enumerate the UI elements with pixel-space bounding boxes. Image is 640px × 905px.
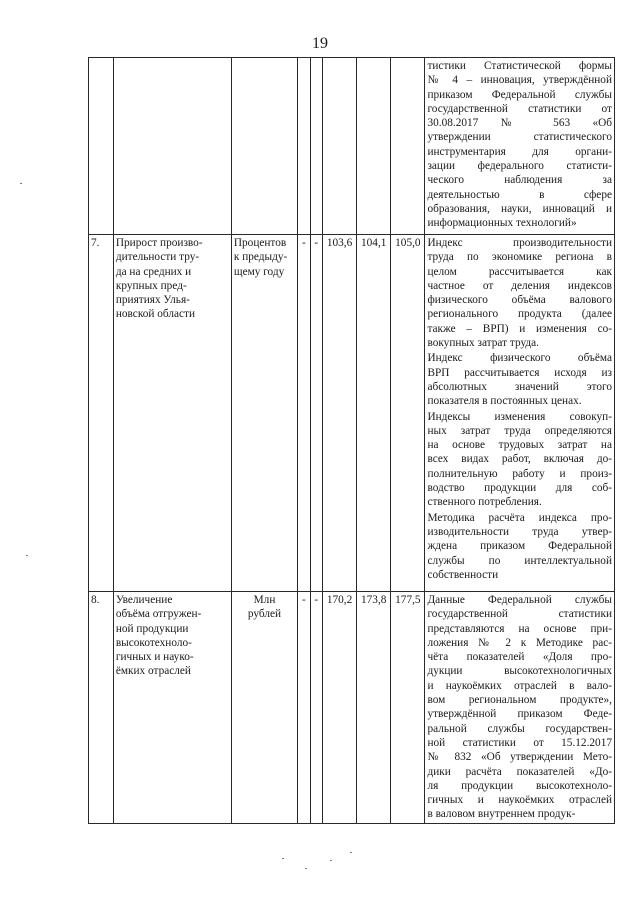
text-line: полнительную работу и произ- [427,467,612,480]
text-line: службы по интеллектуальной [427,554,612,567]
text-line: ля продукции высокотехноло- [427,779,612,792]
text-line: дики расчёта показателей «До- [427,765,612,778]
text-line: Индексы изменения совокуп- [427,410,612,423]
text-line: вом региональном продукте», [427,694,612,707]
text-line: всех видах работ, включая до- [427,453,612,466]
page-number: 19 [312,35,328,52]
row-number: 7. [89,235,114,592]
text-line: вокупных затрат труда. [427,337,539,350]
value-4: 173,8 [357,592,391,824]
description-paragraph [427,511,612,582]
value-1: - [298,235,310,592]
text-line: изводительности труда утвер- [427,525,612,538]
indicator-name [113,592,231,824]
text-line: собственности [427,568,499,581]
text-line: ральной службы государствен- [427,722,612,735]
text-line: новской области [115,308,196,321]
text-line: в валовом внутреннем продук- [427,808,576,821]
text-line: также – ВРП) и изменения со- [427,322,612,335]
value-4: 104,1 [357,235,391,592]
text-line: государственной статистики от [427,102,612,115]
text-line: да на средних и [115,265,192,278]
cell-number [89,58,114,235]
indicator-name-lines [116,593,229,679]
table-row-8 [89,592,615,824]
text-line: труда по экономике региона в [427,251,612,264]
cell-value-3 [322,58,356,235]
unit-lines [234,593,295,622]
text-line: ждена приказом Федеральной [427,540,612,553]
text-line: ВРП рассчитывается исходя из [427,366,612,379]
text-line: ной продукции [115,622,189,635]
text-line: Методика расчёта индекса про- [427,511,612,524]
value-5: 177,5 [391,592,425,824]
description-paragraphs [427,236,612,582]
text-line: рублей [247,608,282,621]
text-line: к предыду- [233,251,288,264]
text-line: частное от деления индексов [427,279,612,292]
indicator-name-lines [116,236,229,322]
text-line: № 832 «Об утверждении Мето- [427,751,612,764]
cell-value-4 [357,58,391,235]
text-line: объёма отгружен- [115,608,202,621]
scan-speck [282,858,284,859]
value-1: - [298,592,310,824]
scan-speck [26,555,28,556]
text-line: на основе трудовых затрат на [427,439,612,452]
description-lines [427,59,612,231]
description-paragraph [427,351,612,408]
text-line: Млн [253,594,276,606]
text-line: дукции высокотехнологичных [427,665,612,678]
scan-speck [305,868,307,869]
text-line: гичных и наукоёмких отраслей [427,794,612,807]
indicators-table [88,57,615,824]
description-paragraph [427,410,612,510]
value-2: - [310,235,322,592]
text-line: 30.08.2017 № 563 «Об [427,117,612,130]
text-line: ной статистики от 15.12.2017 [427,736,612,749]
text-line: приказом Федеральной службы [427,88,612,101]
value-2: - [310,592,322,824]
text-line: Данные Федеральной службы [427,594,612,606]
unit-lines [234,236,295,279]
cell-value-2 [310,58,322,235]
cell-description [425,58,615,235]
unit [231,592,297,824]
row-number: 8. [89,592,114,824]
table-row-7 [89,235,615,592]
text-line: информационных технологий» [427,217,577,230]
text-line: и наукоёмких отраслей в вало- [427,679,612,692]
text-line: ственного потребления. [427,496,542,509]
text-line: высокотехноло- [115,636,192,649]
text-line: Увеличение [115,594,173,606]
text-line: государственной статистики [427,608,612,621]
text-line: крупных пред- [115,279,187,292]
text-line: целом рассчитывается как [427,265,612,278]
description [425,235,615,592]
text-line: образования, науки, инноваций и [427,202,612,215]
scan-speck [350,852,352,853]
text-line: показателя в постоянных ценах. [427,395,582,408]
text-line: физического объёма валового [427,294,612,307]
text-line: гичных и науко- [115,651,194,664]
text-line: ных затрат труда определяются [427,424,612,437]
text-line: абсолютных значений этого [427,380,612,393]
text-line: регионального продукта (далее [427,308,612,321]
text-line: приятиях Улья- [115,294,190,307]
text-line: утверждении статистического [427,131,612,144]
text-line: щему году [233,265,285,278]
text-line: водство продукции для соб- [427,482,612,495]
scan-speck [330,860,332,861]
text-line: инструментария для органи- [427,145,612,158]
text-line: ческого наблюдения за [427,174,612,187]
indicator-name [113,235,231,592]
text-line: Прирост произво- [115,237,203,249]
cell-unit [231,58,297,235]
table-row-continuation [89,58,615,235]
text-line: чёта показателей «Доля про- [427,651,612,664]
scan-speck [20,183,22,184]
cell-value-5 [391,58,425,235]
text-line: № 4 – инновация, утверждённой [427,74,612,87]
value-3: 103,6 [322,235,356,592]
text-line: представляются на основе при- [427,622,612,635]
description-paragraph [427,236,612,350]
text-line: ёмких отраслей [115,665,191,678]
unit [231,235,297,592]
text-line: Индекс производительности [427,237,612,249]
description-lines [427,593,612,822]
text-line: тистики Статистической формы [427,60,612,72]
text-line: деятельностью в сфере [427,188,612,201]
text-line: утверждённой приказом Феде- [427,708,612,721]
value-3: 170,2 [322,592,356,824]
text-line: зации федерального статисти- [427,160,612,173]
cell-value-1 [298,58,310,235]
text-line: дительности тру- [115,251,200,264]
text-line: ложения № 2 к Методике рас- [427,636,612,649]
text-line: Процентов [233,237,287,249]
cell-name [113,58,231,235]
description [425,592,615,824]
text-line: Индекс физического объёма [427,352,612,365]
value-5: 105,0 [391,235,425,592]
